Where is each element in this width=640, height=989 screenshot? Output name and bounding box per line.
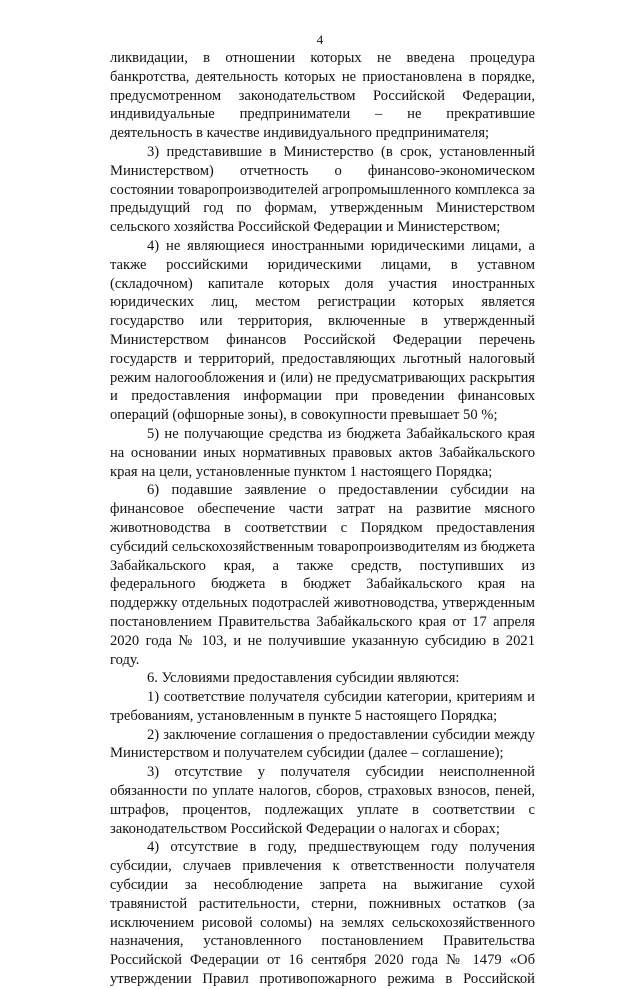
paragraph-7: 1) соответствие получателя субсидии категории, критериям и требованиям, установленным в пункте 5 настоящего Порядка; (110, 689, 535, 724)
paragraph-8: 2) заключение соглашения о предоставлении субсидии между Министерством и получателем субсидии (далее – соглашение); (110, 726, 535, 762)
paragraph-1: ликвидации, в отношении которых не введена процедура банкротства, деятельность которых не приостановлена в порядке, предусмотренном законодательством Российской Федерации, индивидуальные предприниматели – не прекратившие деятельность в качестве индивидуального предпринимателя; (110, 50, 535, 142)
paragraph-3: 4) не являющиеся иностранными юридическими лицами, а также российскими юридическими лицами, в уставном (складочном) капитале которых доля участия иностранных юридических лиц, местом регистрации которых является государство или территория, включенные в утвержденный Министерством финансов Российской Федерации перечень государств и территорий, предоставляющих льготный налоговый режим налогообложения и (или) не предусматривающих раскрытия и предоставления информации при проведении финансовых операций (офшорные зоны), в совокупности превышает 50 %; (110, 237, 535, 424)
paragraph-6: 6. Условиями предоставления субсидии являются: (147, 670, 460, 687)
page-number: 4 (316, 32, 324, 47)
paragraph-10: 4) отсутствие в году, предшествующем году получения субсидии, случаев привлечения к ответственности получателя субсидии за несоблюдение запрета на выжигание сухой травянистой растительности, стерни, пожнивных остатков (за исключением рисовой соломы) на землях сельскохозяйственного назначения, установленного постановлением Правительства Российской Федерации от 16 сентября 2020 года № 1479 «Об утверждении Правил противопожарного режима в Российской (110, 839, 535, 988)
paragraph-4: 5) не получающие средства из бюджета Забайкальского края на основании иных нормативных правовых актов Забайкальского края на цели, установленные пунктом 1 настоящего Порядка; (110, 425, 535, 480)
paragraph-5: 6) подавшие заявление о предоставлении субсидии на финансовое обеспечение части затрат на развитие мясного животноводства в соответствии с Порядком предоставления субсидий сельскохозяйственным товаропроизводителям из бюджета Забайкальского края, а также средств, поступивших из федерального бюджета в бюджет Забайкальского края на поддержку отдельных подотраслей животноводства, утвержденным постановлением Правительства Забайкальского края от 17 апреля 2020 года № 103, и не получившие указанную субсидию в 2021 году. (110, 482, 535, 668)
paragraph-2: 3) представившие в Министерство (в срок, установленный Министерством) отчетность о финансово-экономическом состоянии товаропроизводителей агропромышленного комплекса за предыдущий год по формам, утвержденным Министерством сельского хозяйства Российской Федерации и Министерством; (110, 143, 535, 236)
document-body (110, 49, 535, 989)
paragraph-9: 3) отсутствие у получателя субсидии неисполненной обязанности по уплате налогов, сборов, страховых взносов, пеней, штрафов, процентов, подлежащих уплате в соответствии с законодательством Российской Федерации о налогах и сборах; (110, 764, 535, 837)
